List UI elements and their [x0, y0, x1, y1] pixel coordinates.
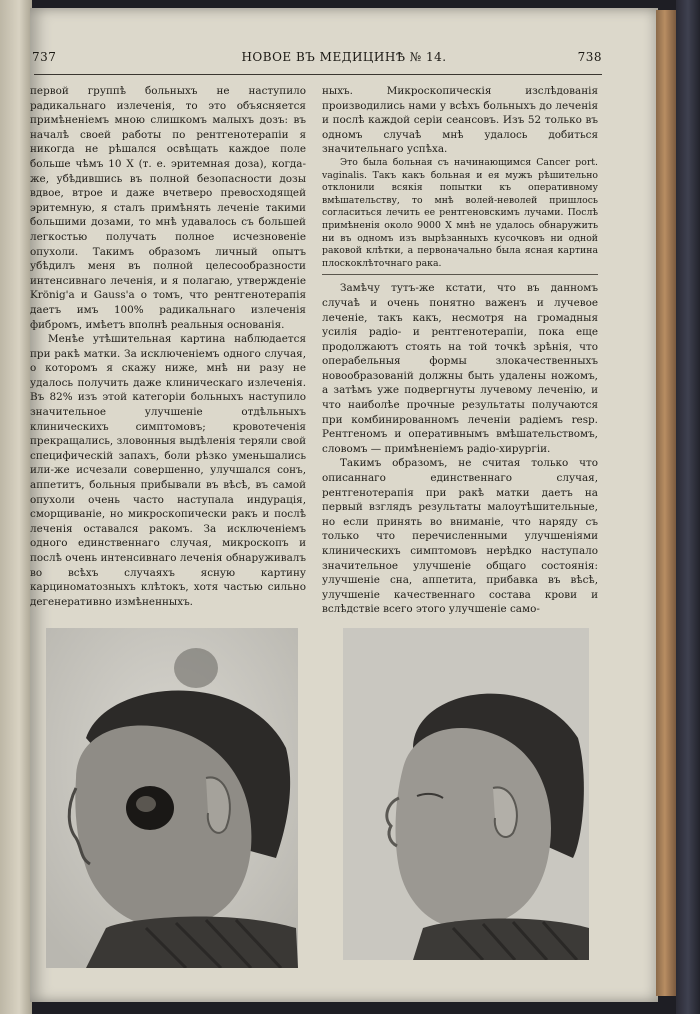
previous-page-edge [0, 0, 32, 1014]
page-header [30, 50, 658, 70]
patient-profile-healed-icon [343, 628, 589, 960]
right-text-column [322, 84, 598, 617]
patient-photo-before [46, 628, 298, 968]
header-rule [34, 74, 602, 75]
patient-photo-after [343, 628, 589, 960]
right-paragraph-2: Это была больная съ начинающимся Cancer port. vaginalis. Такъ какъ больная и ея мужъ рѣшительно отклонили всякія попытки къ оперативному вмѣшательству, то мнѣ волей-неволей пришлось согласиться лечить ее рентгеновскимъ лучами. Послѣ примѣненія около 9000 X мнѣ не удалось обнаружить ни въ одномъ изъ вырѣзанныхъ кусочковъ ни одной раковой клѣтки, а первоначально была ясная картина плоскоклѣточнаго рака. [322, 156, 598, 269]
page-number-left: 737 [32, 50, 57, 64]
right-paragraph-1: ныхъ. Микроскопическія изслѣдованія производились нами у всѣхъ больныхъ до леченія и послѣ каждой серіи сеансовъ. Изъ 52 только въ одномъ случаѣ мнѣ удалось добиться значительнаго успѣха. [322, 85, 598, 156]
page-number-right: 738 [577, 50, 602, 64]
left-paragraph-2: Менѣе утѣшительная картина наблюдается при ракѣ матки. За исключеніемъ одного случая, о которомъ я скажу ниже, мнѣ ни разу не удалось получить даже клиническаго излеченія. Въ 82% изъ этой категоріи больныхъ наступило значительное улучшеніе отдѣльныхъ клиническихъ симптомовъ; кровотеченія прекращались, зловонныя выдѣленія теряли свой специфическій запахъ, боли рѣзко уменьшались или-же исчезали совершенно, улучшался сонъ, аппетитъ, больныя прибывали въ вѣсѣ, въ самой опухоли очень часто наступала индурація, сморщиваніе, но микроскопически ракъ и послѣ леченія оставался ракомъ. За исключеніемъ одного единственнаго случая, микроскопъ и послѣ очень интенсивнаго леченія обнаруживалъ во всѣхъ случаяхъ ясную картину карциноматозныхъ клѣтокъ, хотя частью сильно дегенеративно измѣненныхъ. [30, 333, 306, 608]
left-paragraph-1: первой группѣ больныхъ не наступило радикальнаго излеченія, то это объясняется примѣненіемъ мною слишкомъ малыхъ дозъ: въ началѣ своей работы по рентгенотерапіи я никогда не рѣшался освѣщать каждое поле больше чѣмъ 10 X (т. е. эритемная доза), когда-же, убѣдившись въ полной безопасности дозы вдвое, втрое и даже вчетверо превосходящей эритемную, я сталъ примѣнять леченіе такими большими дозами, то мнѣ удавалось съ большей легкостью получать полное исчезновеніе опухоли. Такимъ образомъ личный опытъ убѣдилъ меня въ полной целесообразности интенсивнаго леченія, и я полагаю, утвержденіе Krönig'a и Gauss'a о томъ, что рентгенотерапія даетъ имъ 100% радикальнаго излеченія фибромъ, имѣетъ вполнѣ реальныя основанія. [30, 85, 306, 331]
book-page-edges [656, 10, 678, 996]
patient-profile-tumor-icon [46, 628, 298, 968]
paragraph-divider [322, 274, 598, 275]
book-cover [676, 0, 700, 1014]
journal-title: НОВОЕ ВЪ МЕДИЦИНѢ № 14. [241, 50, 447, 64]
journal-page [30, 8, 658, 1002]
right-paragraph-3: Замѣчу тутъ-же кстати, что въ данномъ случаѣ и очень понятно важенъ и лучевое леченіе, такъ какъ, несмотря на громадныя усилія радіо- и рентгенотерапіи, пока еще продолжаютъ стоять на той точкѣ зрѣнія, что операбельныя формы злокачественныхъ новообразованій должны быть удалены ножомъ, а затѣмъ уже подвергнуты лучевому леченію, и что наиболѣе прочные результаты получаются при комбинированномъ леченіи радіемъ resp. Рентгеномъ и оперативнымъ вмѣшательствомъ, словомъ — примѣненіемъ радіо-хирургіи. [322, 282, 598, 455]
right-paragraph-4: Такимъ образомъ, не считая только что описаннаго единственнаго случая, рентгенотерапія при ракѣ матки даетъ на первый взглядъ результаты малоутѣшительные, но если принять во вниманіе, что наряду съ только что перечисленными улучшеніями клиническихъ симптомовъ нерѣдко наступало значительное улучшеніе общаго состоянія: улучшеніе сна, аппетита, прибавка въ вѣсѣ, улучшеніе качественнаго состава крови и вслѣдствіе всего этого улучшеніе само- [322, 457, 598, 616]
left-text-column [30, 84, 306, 609]
